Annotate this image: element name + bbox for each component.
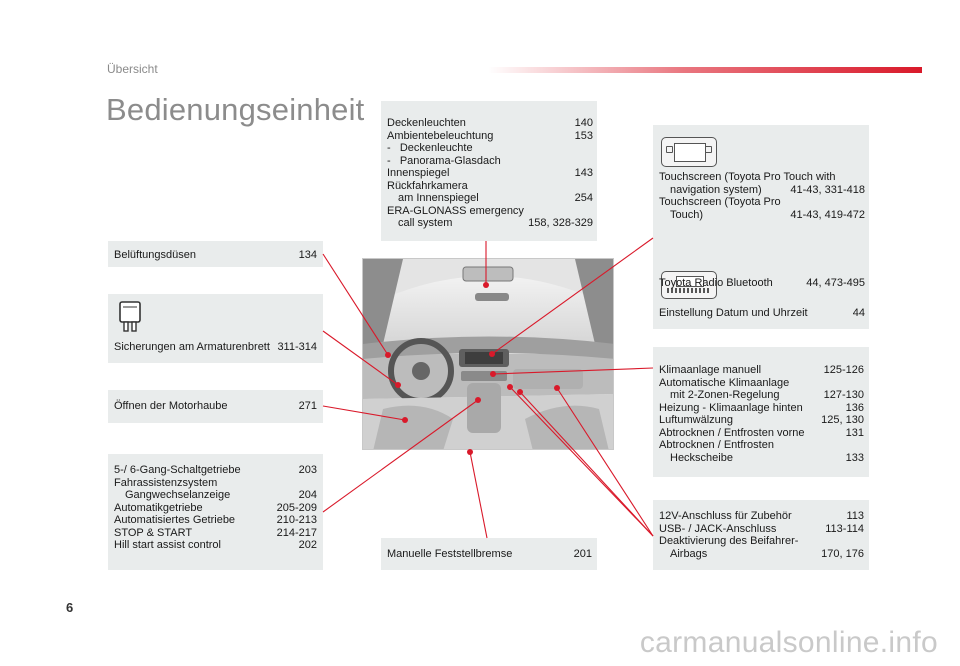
gearbox-row — [114, 527, 317, 540]
fuses-row — [108, 341, 317, 354]
radio-row — [659, 277, 865, 290]
gearbox-pages: 203 — [298, 464, 317, 476]
sockets-label: 12V-Anschluss für Zubehör — [659, 510, 792, 522]
parking-brake-label: Manuelle Feststellbremse — [387, 548, 513, 560]
lights-pages: 254 — [574, 192, 593, 204]
climate-pages: 125-126 — [823, 364, 864, 376]
climate-box — [653, 347, 869, 477]
bonnet-row — [108, 400, 317, 413]
climate-label: Abtrocknen / Entfrosten — [659, 439, 774, 451]
radio-pages: 44, 473-495 — [806, 277, 865, 289]
bonnet-pages: 271 — [298, 400, 317, 412]
parking-brake-row — [381, 548, 592, 561]
climate-pages: 125, 130 — [821, 414, 864, 426]
lights-label: Rückfahrkamera — [387, 179, 468, 192]
lights-row — [387, 180, 593, 193]
lights-label: - Deckenleuchte — [387, 142, 473, 154]
climate-row — [659, 414, 864, 427]
sockets-row — [659, 548, 864, 561]
bonnet-label: Öffnen der Motorhaube — [114, 400, 228, 412]
climate-pages: 133 — [845, 451, 864, 464]
lights-label: Ambientebeleuchtung — [387, 129, 494, 142]
gearbox-row — [114, 477, 317, 490]
gearbox-label: Gangwechselanzeige — [125, 489, 231, 501]
sockets-pages: 113 — [846, 510, 864, 522]
climate-label: Automatische Klimaanlage — [659, 376, 790, 389]
climate-row — [659, 389, 864, 402]
lights-pages: 143 — [574, 167, 593, 179]
climate-pages: 131 — [845, 426, 864, 439]
gearbox-pages: 205-209 — [276, 501, 317, 514]
radio-label: Einstellung Datum und Uhrzeit — [659, 306, 808, 319]
header-accent-bar — [488, 67, 922, 73]
climate-label: Heckscheibe — [670, 451, 733, 464]
sockets-row — [659, 535, 864, 548]
gearbox-row — [114, 539, 317, 552]
page-number: 6 — [66, 600, 74, 615]
gearbox-row — [114, 464, 317, 477]
gearbox-pages: 202 — [298, 539, 317, 551]
radio-pages: 44 — [852, 306, 865, 319]
gearbox-pages: 210-213 — [276, 514, 317, 526]
sockets-row — [659, 510, 864, 523]
climate-row — [659, 377, 864, 390]
gearbox-box — [108, 454, 323, 570]
climate-row — [659, 402, 864, 415]
climate-row — [659, 452, 864, 465]
climate-label: Luftumwälzung — [659, 414, 733, 426]
lights-row — [387, 192, 593, 205]
lights-label: call system — [398, 217, 453, 229]
lights-row — [387, 167, 593, 180]
sockets-row — [659, 523, 864, 536]
gearbox-row — [114, 489, 317, 502]
watermark-text: carmanualsonline.info — [639, 626, 938, 659]
sockets-label: Airbags — [670, 547, 708, 560]
touchscreen-label: Touchscreen (Toyota Pro — [659, 196, 781, 208]
lights-row — [387, 130, 593, 143]
fuse-icon — [116, 300, 144, 334]
parking-brake-pages: 201 — [573, 548, 592, 560]
lights-row — [387, 155, 593, 168]
touchscreen-row — [659, 209, 865, 222]
gearbox-label: STOP & START — [114, 526, 193, 539]
lights-label: Deckenleuchten — [387, 117, 466, 129]
sockets-label: USB- / JACK-Anschluss — [659, 522, 777, 535]
lights-label: ERA-GLONASS emergency — [387, 204, 524, 217]
fuses-box — [108, 294, 323, 363]
sockets-box — [653, 500, 869, 570]
touchscreen-pages: 41-43, 419-472 — [790, 208, 865, 221]
leader-line-parking-brake — [470, 452, 487, 538]
lights-box — [381, 101, 597, 241]
climate-pages: 136 — [845, 401, 864, 414]
lights-row — [387, 142, 593, 155]
gearbox-label: Automatikgetriebe — [114, 501, 203, 514]
radio-row — [659, 307, 865, 320]
vents-pages: 134 — [298, 249, 317, 261]
radio-label: Toyota Radio Bluetooth — [659, 277, 773, 289]
dashboard-drawing — [363, 259, 614, 450]
climate-label: Klimaanlage manuell — [659, 364, 762, 376]
climate-label: Abtrocknen / Entfrosten vorne — [659, 426, 805, 439]
climate-row — [659, 427, 864, 440]
lights-pages: 153 — [574, 129, 593, 142]
gearbox-label: 5-/ 6-Gang-Schaltgetriebe — [114, 464, 241, 476]
climate-row — [659, 439, 864, 452]
parking-brake-box — [381, 538, 597, 570]
climate-row — [659, 364, 864, 377]
vents-box — [108, 241, 323, 267]
touchscreen-icon — [661, 137, 717, 167]
sockets-pages: 170, 176 — [821, 547, 864, 560]
climate-label: mit 2-Zonen-Regelung — [670, 389, 780, 401]
lights-pages: 140 — [574, 117, 593, 129]
section-label: Übersicht — [107, 62, 158, 76]
touchscreen-row — [659, 184, 865, 197]
lights-row — [387, 205, 593, 218]
dashboard-illustration — [362, 258, 614, 450]
gearbox-label: Automatisiertes Getriebe — [114, 514, 236, 526]
lights-label: Innenspiegel — [387, 167, 450, 179]
sockets-label: Deaktivierung des Beifahrer- — [659, 535, 799, 547]
gearbox-row — [114, 514, 317, 527]
touchscreen-label: Touchscreen (Toyota Pro Touch with — [659, 171, 836, 183]
gearbox-label: Hill start assist control — [114, 539, 221, 551]
fuses-label: Sicherungen am Armaturenbrett — [114, 341, 270, 353]
touchscreen-label: navigation system) — [670, 183, 762, 196]
climate-pages: 127-130 — [823, 389, 864, 401]
gearbox-label: Fahrassistenzsystem — [114, 476, 218, 489]
touchscreen-row — [659, 196, 865, 209]
lights-label: am Innenspiegel — [398, 192, 479, 204]
lights-row — [387, 117, 593, 130]
page-title: Bedienungseinheit — [106, 92, 365, 127]
infotainment-box — [653, 125, 869, 329]
climate-label: Heizung - Klimaanlage hinten — [659, 401, 803, 414]
sockets-pages: 113-114 — [825, 522, 864, 535]
touchscreen-pages: 41-43, 331-418 — [790, 183, 865, 196]
touchscreen-label: Touch) — [670, 208, 704, 221]
vents-label: Belüftungsdüsen — [114, 249, 196, 261]
bonnet-box — [108, 390, 323, 423]
gearbox-row — [114, 502, 317, 515]
lights-pages: 158, 328-329 — [528, 217, 593, 229]
vents-row — [108, 249, 317, 262]
lights-label: - Panorama-Glasdach — [387, 154, 501, 167]
gearbox-pages: 214-217 — [276, 526, 317, 539]
fuses-pages: 311-314 — [277, 341, 317, 353]
gearbox-pages: 204 — [298, 489, 317, 501]
lights-row — [387, 217, 593, 230]
touchscreen-row — [659, 171, 865, 184]
